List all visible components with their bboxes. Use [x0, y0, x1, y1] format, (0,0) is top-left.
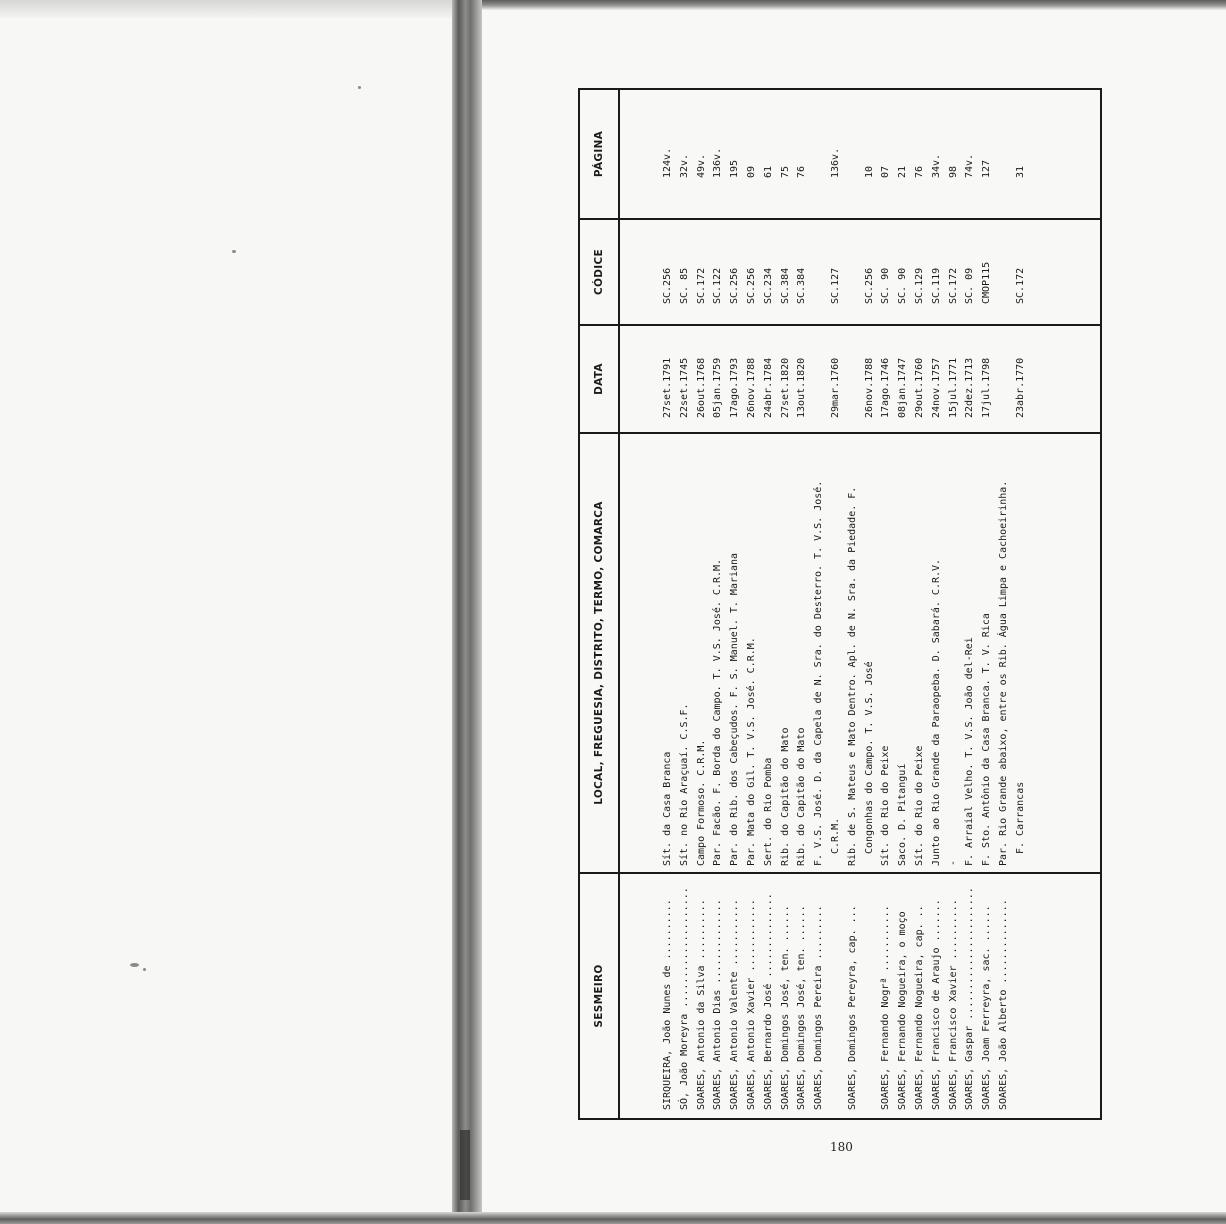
pagina-text: 21: [897, 165, 909, 178]
local-text: Sít. do Rio do Peixe: [880, 745, 892, 866]
local-text: F. Sto. Antônio da Casa Branca. T. V. Rica: [981, 613, 993, 866]
cell-codice: [710, 220, 727, 324]
codice-text: SC.129: [913, 267, 925, 304]
cell-sesmeiro: [727, 874, 744, 1118]
cell-sesmeiro: [710, 874, 727, 1118]
scan-edge-top: [482, 0, 1226, 10]
pagina-text: 10: [863, 165, 875, 178]
cell-sesmeiro: [895, 874, 912, 1118]
sesmeiro-text: SOARES, Antonio Xavier ............: [745, 899, 757, 1110]
cell-local: [811, 434, 845, 872]
dust-speck: [130, 963, 139, 967]
local-text: Rib. de S. Mateus e Mato Dentro. Apl. de N. Sra. da Piedade. F.: [846, 486, 858, 866]
local-text: Par. Facão. F. Borda do Campo. T. V.S. José. C.R.M.: [712, 558, 724, 866]
cell-data: [878, 326, 895, 432]
cell-sesmeiro: [761, 874, 778, 1118]
cell-pagina: [794, 90, 811, 218]
data-text: 24nov.1757: [930, 357, 942, 418]
header-data: DATA: [580, 324, 618, 432]
header-pagina: PÁGINA: [593, 130, 605, 178]
cell-data: [895, 326, 912, 432]
cell-sesmeiro: [794, 874, 811, 1118]
cell-pagina: [660, 90, 677, 218]
codice-text: SC.384: [779, 267, 791, 304]
cell-codice: [996, 220, 1030, 324]
cell-local: [878, 434, 895, 872]
local-text: Par. do Rib. dos Cabeçudos. F. S. Manuel. T. Mariana: [729, 552, 741, 866]
cell-data: [677, 326, 694, 432]
cell-local: [912, 434, 929, 872]
cell-local: [794, 434, 811, 872]
pagina-text: 136v.: [712, 147, 724, 178]
data-text: 05jan.1759: [712, 357, 724, 418]
book-gutter: [452, 0, 482, 1224]
codice-text: CMOP115: [981, 261, 993, 304]
column-pagina: [620, 90, 1100, 218]
cell-codice: [677, 220, 694, 324]
data-text: 29mar.1760: [829, 357, 841, 418]
cell-sesmeiro: [929, 874, 946, 1118]
data-text: 17jul.1798: [981, 357, 993, 418]
cell-sesmeiro: [778, 874, 795, 1118]
table-header: [580, 90, 620, 1118]
pagina-text: 61: [762, 165, 774, 178]
cell-sesmeiro: [811, 874, 845, 1118]
local-continuation-text: Congonhas do Campo. T. V.S. José: [863, 661, 875, 854]
data-text: 26nov.1788: [863, 357, 875, 418]
header-sesmeiro: SESMEIRO: [580, 872, 618, 1118]
cell-local: [660, 434, 677, 872]
cell-local: [895, 434, 912, 872]
sesmeiro-text: SOARES, Joam Ferreyra, sac. ......: [981, 905, 993, 1110]
cell-pagina: [912, 90, 929, 218]
local-text: -: [947, 859, 959, 866]
header-codice: CÓDICE: [580, 218, 618, 324]
local-text: Sít. no Rio Araçuaí. C.S.F.: [678, 703, 690, 866]
codice-text: SC.119: [930, 267, 942, 304]
pagina-text: 98: [947, 165, 959, 178]
sesmeiro-text: SOARES, Antonio Valente ...........: [729, 899, 741, 1110]
cell-local: [778, 434, 795, 872]
data-text: 22set.1745: [678, 357, 690, 418]
data-text: 08jan.1747: [897, 357, 909, 418]
cell-codice: [744, 220, 761, 324]
sesmaria-table: [578, 88, 1102, 1120]
sesmeiro-text: SOARES, Fernando Nogueira, cap. ..: [913, 905, 925, 1110]
local-text: Par. Mata do Gil. T. V.S. José. C.R.M.: [745, 637, 757, 866]
cell-codice: [912, 220, 929, 324]
codice-text: SC.384: [796, 267, 808, 304]
data-text: 15jul.1771: [947, 357, 959, 418]
cell-sesmeiro: [660, 874, 677, 1118]
cell-local: [996, 434, 1030, 872]
cell-local: [727, 434, 744, 872]
local-text: Campo Formoso. C.R.M.: [695, 739, 707, 866]
codice-text: SC.172: [1014, 267, 1026, 304]
pagina-text: 07: [880, 165, 892, 178]
cell-data: [962, 326, 979, 432]
cell-data: [811, 326, 845, 432]
cell-pagina: [677, 90, 694, 218]
pagina-text: 76: [796, 165, 808, 178]
cell-pagina: [778, 90, 795, 218]
cell-data: [912, 326, 929, 432]
cell-pagina: [929, 90, 946, 218]
codice-text: SC.122: [712, 267, 724, 304]
sesmeiro-text: SOARES, João Alberto ..............: [997, 899, 1009, 1110]
pagina-text: 49v.: [695, 153, 707, 178]
cell-local: [962, 434, 979, 872]
sesmeiro-text: SOARES, Bernardo José ..............: [762, 893, 774, 1110]
dust-speck: [143, 968, 146, 971]
sesmeiro-text: SOARES, Gaspar ......................: [964, 887, 976, 1110]
column-sesmeiro: [620, 872, 1100, 1118]
cell-sesmeiro: [946, 874, 963, 1118]
sesmeiro-text: SOARES, Domingos Pereira .........: [813, 905, 825, 1110]
cell-pagina: [962, 90, 979, 218]
codice-text: SC.172: [695, 267, 707, 304]
cell-data: [979, 326, 996, 432]
cell-codice: [727, 220, 744, 324]
sesmeiro-text: SOARES, Fernando Nogueira, o moço: [897, 911, 909, 1110]
sesmeiro-text: SOARES, Francisco Xavier ..........: [947, 899, 959, 1110]
cell-pagina: [946, 90, 963, 218]
cell-data: [761, 326, 778, 432]
sesmeiro-text: SOARES, Antonio Dias ..............: [712, 899, 724, 1110]
sesmeiro-text: SOARES, Francisco de Araujo .......: [930, 899, 942, 1110]
cell-pagina: [996, 90, 1030, 218]
cell-local: [946, 434, 963, 872]
cell-sesmeiro: [996, 874, 1030, 1118]
local-text: Rib. do Capitão do Mato: [796, 727, 808, 866]
cell-local: [845, 434, 879, 872]
cell-codice: [694, 220, 711, 324]
cell-local: [744, 434, 761, 872]
cell-data: [794, 326, 811, 432]
local-continuation-text: C.R.M.: [829, 817, 841, 854]
cell-codice: [946, 220, 963, 324]
cell-data: [845, 326, 879, 432]
data-text: 24abr.1784: [762, 357, 774, 418]
cell-local: [979, 434, 996, 872]
data-text: 27set.1820: [779, 357, 791, 418]
cell-sesmeiro: [845, 874, 879, 1118]
pagina-text: 195: [729, 159, 741, 178]
cell-data: [929, 326, 946, 432]
cell-sesmeiro: [878, 874, 895, 1118]
cell-data: [660, 326, 677, 432]
cell-local: [929, 434, 946, 872]
cell-sesmeiro: [912, 874, 929, 1118]
cell-sesmeiro: [694, 874, 711, 1118]
sesmeiro-text: SOARES, Antonio da Silva ..........: [695, 899, 707, 1110]
sesmeiro-text: SOARES, Domingos José, ten. ......: [779, 905, 791, 1110]
cell-codice: [811, 220, 845, 324]
codice-text: SC. 90: [897, 267, 909, 304]
cell-data: [744, 326, 761, 432]
data-text: 27set.1791: [662, 357, 673, 418]
page-number: 180: [830, 1140, 853, 1154]
sesmeiro-text: SÓ, João Moreyra ....................: [678, 887, 690, 1110]
data-text: 22dez.1713: [964, 357, 976, 418]
cell-pagina: [845, 90, 879, 218]
scan-edge-bottom: [0, 1212, 1226, 1224]
sesmeiro-text: SIRQUEIRA, João Nunes de ..........: [662, 899, 673, 1110]
sesmeiro-text: SOARES, Domingos José, ten. ......: [796, 905, 808, 1110]
pagina-text: 74v.: [964, 153, 976, 178]
local-text: Saco. D. Pitanguí: [897, 763, 909, 866]
local-text: Sít. da Casa Branca: [662, 751, 673, 866]
local-text: F. Arraial Velho. T. V.S. João del-Rei: [964, 637, 976, 866]
codice-text: SC.256: [863, 267, 875, 304]
local-text: Rib. do Capitão do Mato: [779, 727, 791, 866]
codice-text: SC.256: [745, 267, 757, 304]
local-text: Par. Rio Grande abaixo, entre os Rib. Água Limpa e Cachoeirinha.: [997, 480, 1009, 866]
cell-codice: [794, 220, 811, 324]
header-local: LOCAL, FREGUESIA, DISTRITO, TERMO, COMARCA: [580, 432, 618, 872]
cell-sesmeiro: [744, 874, 761, 1118]
local-text: Sert. do Rio Pomba: [762, 757, 774, 866]
cell-codice: [979, 220, 996, 324]
codice-text: SC.127: [829, 267, 841, 304]
table-body: [620, 90, 1100, 1118]
cell-data: [778, 326, 795, 432]
column-local: [620, 432, 1100, 872]
sesmeiro-text: SOARES, Fernando Nogrª ...........: [880, 905, 892, 1110]
codice-text: SC. 85: [678, 267, 690, 304]
pagina-text: 124v.: [662, 147, 673, 178]
pagina-text: 136v.: [829, 147, 841, 178]
cell-pagina: [694, 90, 711, 218]
codice-text: SC.256: [662, 267, 673, 304]
cell-local: [710, 434, 727, 872]
data-text: 17ago.1746: [880, 357, 892, 418]
pagina-text: 34v.: [930, 153, 942, 178]
cell-pagina: [727, 90, 744, 218]
cell-pagina: [744, 90, 761, 218]
cell-pagina: [895, 90, 912, 218]
codice-text: SC. 09: [964, 267, 976, 304]
codice-text: SC. 90: [880, 267, 892, 304]
cell-codice: [845, 220, 879, 324]
column-codice: [620, 218, 1100, 324]
codice-text: SC.256: [729, 267, 741, 304]
cell-data: [727, 326, 744, 432]
cell-pagina: [811, 90, 845, 218]
column-data: [620, 324, 1100, 432]
pagina-text: 09: [745, 165, 757, 178]
pagina-text: 76: [913, 165, 925, 178]
cell-local: [761, 434, 778, 872]
cell-local: [694, 434, 711, 872]
local-text: Junto ao Rio Grande da Paraopeba. D. Sabará. C.R.V.: [930, 558, 942, 866]
codice-text: SC.234: [762, 267, 774, 304]
local-text: Sít. do Rio do Peixe: [913, 745, 925, 866]
local-text: F. V.S. José. D. da Capela de N. Sra. do Desterro. T. V.S. José.: [813, 480, 825, 866]
pagina-text: 32v.: [678, 153, 690, 178]
cell-codice: [895, 220, 912, 324]
cell-pagina: [979, 90, 996, 218]
cell-codice: [962, 220, 979, 324]
scan-smudge: [0, 0, 452, 18]
data-text: 13out.1820: [796, 357, 808, 418]
dust-speck: [232, 250, 236, 253]
local-continuation-text: F. Carrancas: [1014, 781, 1026, 854]
cell-pagina: [878, 90, 895, 218]
pagina-text: 31: [1014, 165, 1026, 178]
dust-speck: [358, 86, 361, 89]
cell-sesmeiro: [962, 874, 979, 1118]
cell-sesmeiro: [979, 874, 996, 1118]
data-text: 17ago.1793: [729, 357, 741, 418]
cell-data: [946, 326, 963, 432]
cell-sesmeiro: [677, 874, 694, 1118]
data-text: 26nov.1788: [745, 357, 757, 418]
gutter-shadow: [460, 1130, 470, 1200]
cell-codice: [761, 220, 778, 324]
codice-text: SC.172: [947, 267, 959, 304]
data-text: 29out.1760: [913, 357, 925, 418]
cell-codice: [929, 220, 946, 324]
cell-codice: [878, 220, 895, 324]
cell-data: [710, 326, 727, 432]
pagina-text: 75: [779, 165, 791, 178]
cell-codice: [660, 220, 677, 324]
cell-data: [694, 326, 711, 432]
data-text: 23abr.1770: [1014, 357, 1026, 418]
cell-pagina: [761, 90, 778, 218]
cell-pagina: [710, 90, 727, 218]
cell-data: [996, 326, 1030, 432]
cell-local: [677, 434, 694, 872]
left-page: [0, 0, 452, 1224]
data-text: 26out.1768: [695, 357, 707, 418]
pagina-text: 127: [981, 159, 993, 178]
sesmeiro-text: SOARES, Domingos Pereyra, cap. ...: [846, 905, 858, 1110]
cell-codice: [778, 220, 795, 324]
